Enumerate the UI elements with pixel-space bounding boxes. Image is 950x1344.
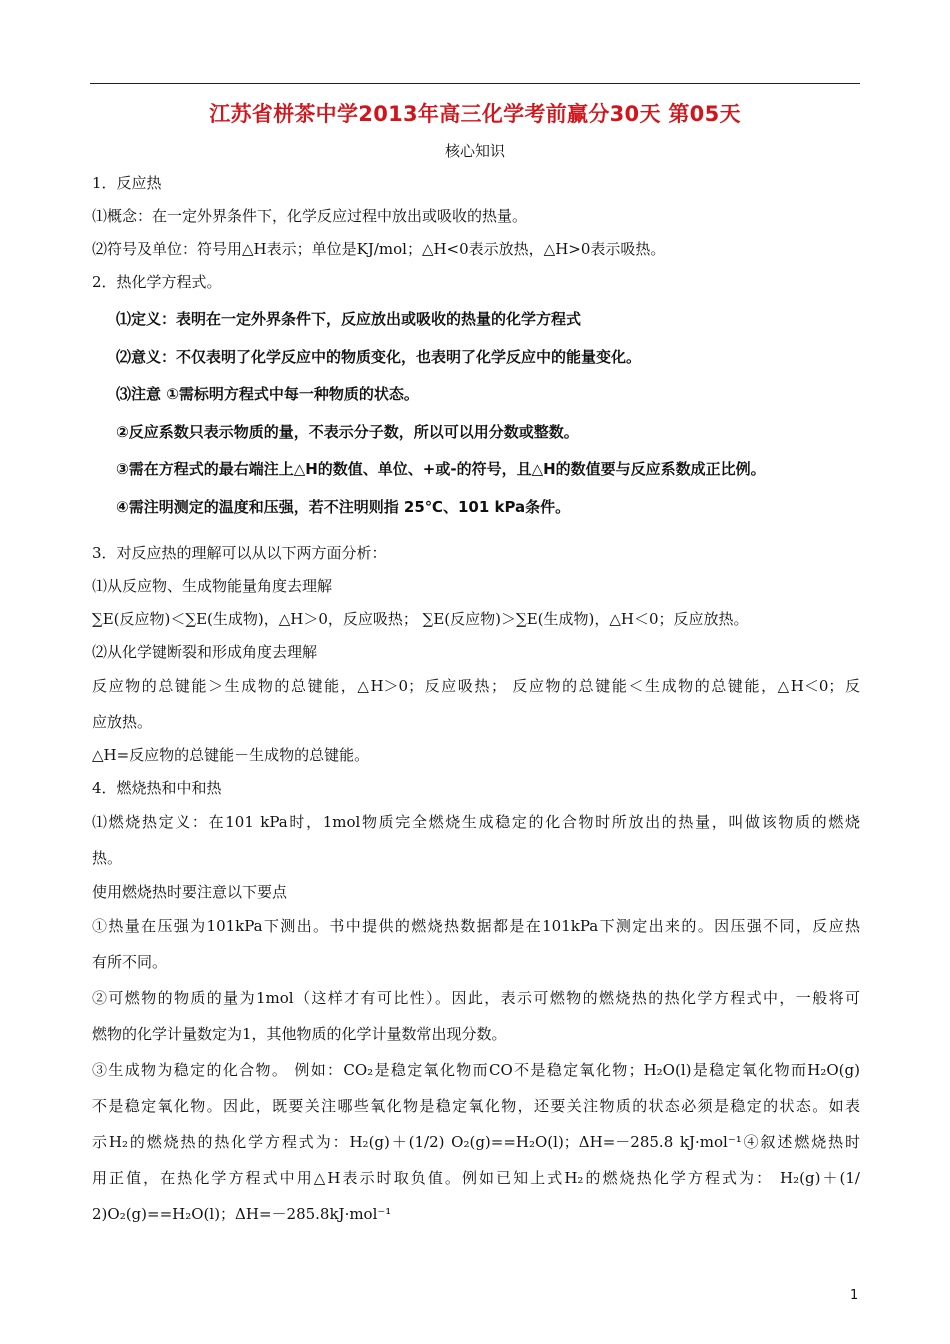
- paragraph-line: 不是稳定氧化物。因此，既要关注哪些氧化物是稳定氧化物，还要关注物质的状态必须是稳定的状态。如表: [92, 1097, 860, 1115]
- paragraph-line: ∑E(反应物)＜∑E(生成物)，△H＞0，反应吸热； ∑E(反应物)＞∑E(生成物)，△H＜0；反应放热。: [92, 610, 749, 628]
- paragraph-line: 用正值，在热化学方程式中用△H表示时取负值。例如已知上式H₂的燃烧热化学方程式为： H₂(g)＋(1/: [92, 1169, 860, 1187]
- paragraph-line: ④需注明测定的温度和压强，若不注明则指 25℃、101 kPa条件。: [116, 498, 571, 516]
- paragraph-line: △H=反应物的总键能－生成物的总键能。: [92, 746, 370, 764]
- document-subtitle: 核心知识: [444, 142, 505, 160]
- paragraph-line: ⑴从反应物、生成物能量角度去理解: [92, 577, 333, 595]
- paragraph-line: ⑵符号及单位：符号用△H表示；单位是KJ/mol；△H<0表示放热，△H>0表示吸热。: [92, 240, 666, 258]
- paragraph-line: 有所不同。: [92, 953, 168, 971]
- paragraph-line: ③需在方程式的最右端注上△H的数值、单位、+或-的符号，且△H的数值要与反应系数成正比例。: [116, 460, 766, 478]
- paragraph-line: 应放热。: [92, 713, 153, 731]
- paragraph-line: 热。: [92, 849, 123, 867]
- paragraph-line: 燃物的化学计量数定为1，其他物质的化学计量数常出现分数。: [92, 1025, 507, 1043]
- paragraph-line: 示H₂的燃烧热的热化学方程式为：H₂(g)＋(1/2) O₂(g)==H₂O(l)；ΔH=－285.8 kJ·mol⁻¹④叙述燃烧热时: [92, 1133, 860, 1151]
- paragraph-line: ⑴概念：在一定外界条件下，化学反应过程中放出或吸收的热量。: [92, 207, 528, 225]
- section-heading-2: 2．热化学方程式。: [92, 273, 222, 291]
- paragraph-line: ①热量在压强为101kPa下测出。书中提供的燃烧热数据都是在101kPa下测定出来的。因压强不同，反应热: [92, 917, 860, 935]
- paragraph-line: ⑶注意 ①需标明方程式中每一种物质的状态。: [116, 385, 419, 403]
- paragraph-line: ⑴燃烧热定义：在101 kPa时，1mol物质完全燃烧生成稳定的化合物时所放出的热量，叫做该物质的燃烧: [92, 813, 860, 831]
- paragraph-line: ⑵从化学键断裂和形成角度去理解: [92, 643, 318, 661]
- paragraph-line: 使用燃烧热时要注意以下要点: [92, 883, 288, 901]
- paragraph-line: ②可燃物的物质的量为1mol（这样才有可比性）。因此，表示可燃物的燃烧热的热化学方程式中，一般将可: [92, 989, 860, 1007]
- paragraph-line: 反应物的总键能＞生成物的总键能，△H＞0；反应吸热； 反应物的总键能＜生成物的总键能，△H＜0；反: [92, 677, 860, 695]
- paragraph-line: 2)O₂(g)==H₂O(l)；ΔH=－285.8kJ·mol⁻¹: [92, 1205, 392, 1223]
- paragraph-line: ②反应系数只表示物质的量，不表示分子数，所以可以用分数或整数。: [116, 423, 579, 441]
- section-heading-1: 1．反应热: [92, 174, 162, 192]
- page-number: 1: [850, 1288, 859, 1303]
- section-heading-3: 3．对反应热的理解可以从以下两方面分析：: [92, 544, 387, 562]
- paragraph-line: ③生成物为稳定的化合物。 例如：CO₂是稳定氧化物而CO不是稳定氧化物；H₂O(l)是稳定氧化物而H₂O(g): [92, 1061, 860, 1079]
- section-heading-4: 4．燃烧热和中和热: [92, 779, 222, 797]
- paragraph-line: ⑴定义：表明在一定外界条件下，反应放出或吸收的热量的化学方程式: [116, 310, 582, 328]
- document-title: 江苏省栟茶中学2013年高三化学考前赢分30天 第05天: [209, 102, 741, 126]
- paragraph-line: ⑵意义：不仅表明了化学反应中的物质变化，也表明了化学反应中的能量变化。: [116, 348, 642, 366]
- header-rule: [90, 83, 860, 84]
